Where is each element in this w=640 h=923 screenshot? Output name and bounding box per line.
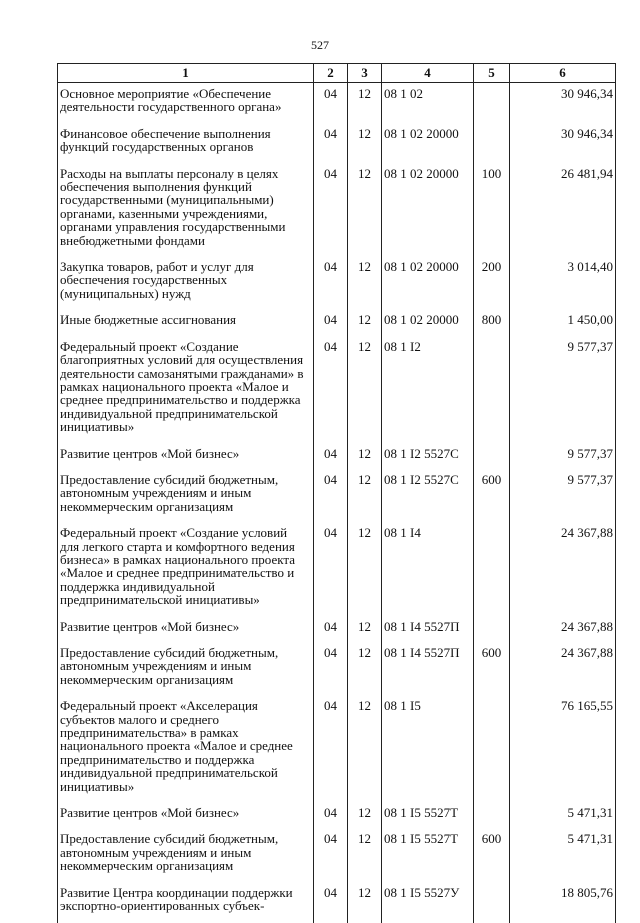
row-expense-type: [474, 444, 510, 470]
row-amount: 18 805,76: [510, 883, 616, 923]
row-subsection: 12: [348, 803, 382, 829]
row-subsection: 12: [348, 310, 382, 336]
row-target-code: 08 1 02 20000: [382, 164, 474, 257]
row-amount: 30 946,34: [510, 124, 616, 164]
row-subsection: 12: [348, 164, 382, 257]
row-subsection: 12: [348, 883, 382, 923]
row-amount: 9 577,37: [510, 337, 616, 444]
row-section: 04: [314, 310, 348, 336]
row-target-code: 08 1 02: [382, 83, 474, 124]
row-expense-type: 100: [474, 164, 510, 257]
header-col-2: 2: [314, 64, 348, 83]
row-amount: 9 577,37: [510, 444, 616, 470]
row-target-code: 08 1 02 20000: [382, 310, 474, 336]
row-target-code: 08 1 I4 5527П: [382, 617, 474, 643]
row-subsection: 12: [348, 83, 382, 124]
table-row: [58, 523, 616, 616]
row-section: 04: [314, 337, 348, 444]
row-expense-type: [474, 523, 510, 616]
row-subsection: 12: [348, 444, 382, 470]
row-target-code: 08 1 I4 5527П: [382, 643, 474, 696]
row-expense-type: [474, 337, 510, 444]
row-name: Федеральный проект «Акселерация субъектов малого и среднего предпринимательства» в рамках национального проекта «Малое и среднее предпринимательство и поддержка индивидуальной предпринимательской инициативы»: [58, 696, 314, 803]
row-expense-type: [474, 617, 510, 643]
table-row: [58, 829, 616, 882]
row-section: 04: [314, 696, 348, 803]
row-amount: 5 471,31: [510, 803, 616, 829]
header-col-1: 1: [58, 64, 314, 83]
row-section: 04: [314, 643, 348, 696]
table-row: [58, 444, 616, 470]
row-section: 04: [314, 470, 348, 523]
row-amount: 24 367,88: [510, 643, 616, 696]
row-name: Предоставление субсидий бюджетным, автономным учреждениям и иным некоммерческим организациям: [58, 643, 314, 696]
table-row: [58, 164, 616, 257]
table-row: [58, 310, 616, 336]
row-subsection: 12: [348, 696, 382, 803]
row-amount: 24 367,88: [510, 617, 616, 643]
row-name: Закупка товаров, работ и услуг для обеспечения государственных (муниципальных) нужд: [58, 257, 314, 310]
row-expense-type: [474, 803, 510, 829]
row-amount: 1 450,00: [510, 310, 616, 336]
row-amount: 76 165,55: [510, 696, 616, 803]
row-expense-type: [474, 124, 510, 164]
row-name: Федеральный проект «Создание условий для легкого старта и комфортного ведения бизнеса» в рамках национального проекта «Малое и среднее предпринимательство и поддержка индивидуальной предпринимательской инициативы»: [58, 523, 314, 616]
table-body: [58, 83, 616, 923]
row-section: 04: [314, 829, 348, 882]
header-col-5: 5: [474, 64, 510, 83]
table-row: [58, 696, 616, 803]
row-subsection: 12: [348, 617, 382, 643]
header-col-4: 4: [382, 64, 474, 83]
row-name: Развитие Центра координации поддержки экспортно-ориентированных субъек-: [58, 883, 314, 923]
row-amount: 30 946,34: [510, 83, 616, 124]
table-row: [58, 124, 616, 164]
table-row: [58, 883, 616, 923]
row-name: Иные бюджетные ассигнования: [58, 310, 314, 336]
row-target-code: 08 1 I5 5527Т: [382, 829, 474, 882]
row-name: Расходы на выплаты персоналу в целях обеспечения выполнения функций государственными (муниципальными) органами, казенными учреждениями, органами управления государственными внебюджетными фондами: [58, 164, 314, 257]
row-expense-type: [474, 83, 510, 124]
table-row: [58, 337, 616, 444]
row-name: Предоставление субсидий бюджетным, автономным учреждениям и иным некоммерческим организациям: [58, 829, 314, 882]
row-name: Предоставление субсидий бюджетным, автономным учреждениям и иным некоммерческим организациям: [58, 470, 314, 523]
row-section: 04: [314, 83, 348, 124]
budget-table: [57, 63, 616, 923]
row-subsection: 12: [348, 124, 382, 164]
row-target-code: 08 1 02 20000: [382, 124, 474, 164]
row-name: Федеральный проект «Создание благоприятных условий для осуществления деятельности самозанятыми гражданами» в рамках национального проекта «Малое и среднее предпринимательство и поддержка индивидуальной предпринимательской инициативы»: [58, 337, 314, 444]
row-section: 04: [314, 883, 348, 923]
header-col-6: 6: [510, 64, 616, 83]
row-section: 04: [314, 164, 348, 257]
header-col-3: 3: [348, 64, 382, 83]
row-subsection: 12: [348, 523, 382, 616]
row-subsection: 12: [348, 470, 382, 523]
table-row: [58, 257, 616, 310]
row-expense-type: [474, 696, 510, 803]
row-amount: 9 577,37: [510, 470, 616, 523]
row-section: 04: [314, 257, 348, 310]
row-subsection: 12: [348, 829, 382, 882]
row-amount: 3 014,40: [510, 257, 616, 310]
row-amount: 24 367,88: [510, 523, 616, 616]
row-amount: 26 481,94: [510, 164, 616, 257]
table-row: [58, 803, 616, 829]
row-subsection: 12: [348, 257, 382, 310]
row-target-code: 08 1 02 20000: [382, 257, 474, 310]
table-row: [58, 617, 616, 643]
row-target-code: 08 1 I5 5527Т: [382, 803, 474, 829]
table-row: [58, 83, 616, 124]
table-row: [58, 470, 616, 523]
row-expense-type: 600: [474, 643, 510, 696]
row-name: Развитие центров «Мой бизнес»: [58, 803, 314, 829]
row-section: 04: [314, 124, 348, 164]
row-section: 04: [314, 803, 348, 829]
row-subsection: 12: [348, 643, 382, 696]
row-expense-type: 600: [474, 829, 510, 882]
row-name: Основное мероприятие «Обеспечение деятельности государственного органа»: [58, 83, 314, 124]
table-row: [58, 643, 616, 696]
row-expense-type: 800: [474, 310, 510, 336]
row-amount: 5 471,31: [510, 829, 616, 882]
row-name: Финансовое обеспечение выполнения функций государственных органов: [58, 124, 314, 164]
row-name: Развитие центров «Мой бизнес»: [58, 617, 314, 643]
row-section: 04: [314, 523, 348, 616]
page-number: 527: [311, 38, 329, 52]
row-name: Развитие центров «Мой бизнес»: [58, 444, 314, 470]
row-expense-type: [474, 883, 510, 923]
row-expense-type: 600: [474, 470, 510, 523]
row-subsection: 12: [348, 337, 382, 444]
row-target-code: 08 1 I5 5527У: [382, 883, 474, 923]
row-target-code: 08 1 I2 5527С: [382, 470, 474, 523]
row-expense-type: 200: [474, 257, 510, 310]
row-target-code: 08 1 I2 5527С: [382, 444, 474, 470]
row-target-code: 08 1 I4: [382, 523, 474, 616]
table-header: [58, 64, 616, 83]
row-section: 04: [314, 444, 348, 470]
row-section: 04: [314, 617, 348, 643]
row-target-code: 08 1 I5: [382, 696, 474, 803]
row-target-code: 08 1 I2: [382, 337, 474, 444]
